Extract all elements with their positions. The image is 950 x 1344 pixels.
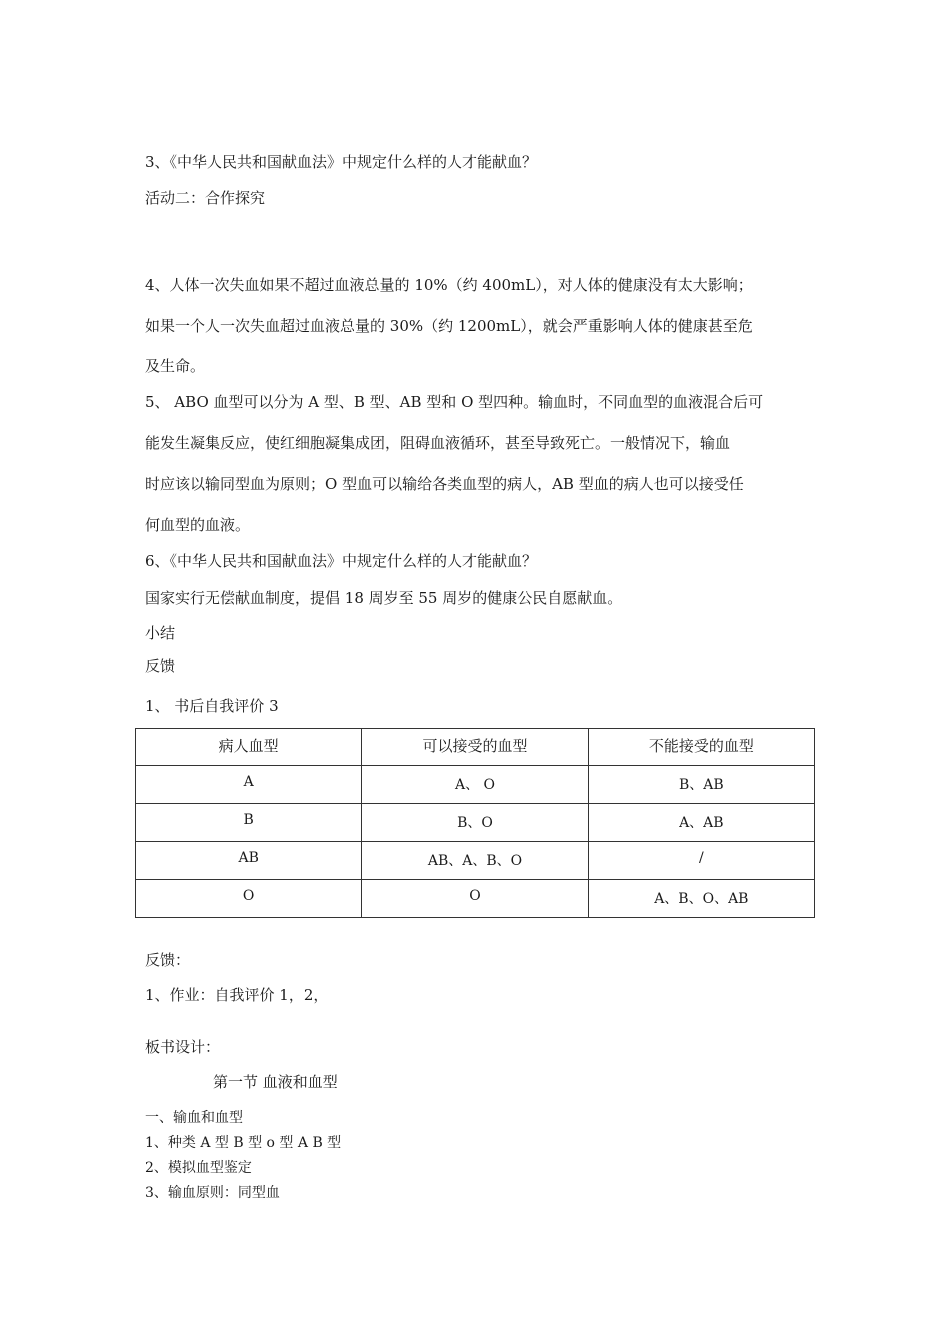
para5-line3: 时应该以输同型血为原则；O 型血可以输给各类血型的病人，AB 型血的病人也可以接受任 (145, 475, 744, 493)
table-header-row (136, 729, 815, 766)
table-cell: A、AB (588, 804, 814, 842)
blood-type-table (135, 728, 815, 918)
board-item-1: 1、种类 A 型 B 型 o 型 A B 型 (145, 1135, 342, 1151)
board-section-title: 第一节 血液和血型 (213, 1073, 338, 1091)
exercise-line: 1、 书后自我评价 3 (145, 697, 279, 715)
table-cell: O (136, 880, 362, 918)
table-row (136, 804, 815, 842)
table-cell: B、AB (588, 766, 814, 804)
table-row (136, 766, 815, 804)
para5-line1: 5、 ABO 血型可以分为 A 型、B 型、AB 型和 O 型四种。输血时，不同血型的血液混合后可 (145, 393, 764, 411)
table-cell: B (136, 804, 362, 842)
para4-line2: 如果一个人一次失血超过血液总量的 30%（约 1200mL），就会严重影响人体的健康甚至危 (145, 317, 753, 335)
board-design-title: 板书设计： (145, 1038, 221, 1056)
activity-2-heading: 活动二：合作探究 (145, 189, 266, 207)
table-header-cell: 病人血型 (136, 729, 362, 766)
table-cell: A、 O (362, 766, 588, 804)
feedback-heading-2: 反馈： (145, 951, 191, 969)
table-header-cell: 不能接受的血型 (588, 729, 814, 766)
para4-line3: 及生命。 (145, 357, 206, 375)
table-cell: / (588, 842, 814, 880)
table-cell: AB (136, 842, 362, 880)
feedback-heading: 反馈 (145, 657, 176, 675)
question-6-answer: 国家实行无偿献血制度，提倡 18 周岁至 55 周岁的健康公民自愿献血。 (145, 589, 623, 607)
question-6: 6、《中华人民共和国献血法》中规定什么样的人才能献血？ (145, 552, 538, 570)
para4-line1: 4、人体一次失血如果不超过血液总量的 10%（约 400mL），对人体的健康没有太大影响； (145, 276, 753, 294)
table-row (136, 842, 815, 880)
table-header-cell: 可以接受的血型 (362, 729, 588, 766)
question-3: 3、《中华人民共和国献血法》中规定什么样的人才能献血？ (145, 153, 538, 171)
board-item-3: 3、输血原则：同型血 (145, 1185, 280, 1201)
summary-heading: 小结 (145, 624, 176, 642)
para5-line2: 能发生凝集反应，使红细胞凝集成团，阻碍血液循环，甚至导致死亡。一般情况下，输血 (145, 434, 731, 452)
homework-line: 1、作业：自我评价 1，2， (145, 986, 329, 1004)
table-cell: A (136, 766, 362, 804)
table-row (136, 880, 815, 918)
table-cell: B、O (362, 804, 588, 842)
board-item-2: 2、模拟血型鉴定 (145, 1160, 252, 1176)
table-cell: AB、A、B、O (362, 842, 588, 880)
table-cell: A、B、O、AB (588, 880, 814, 918)
table-cell: O (362, 880, 588, 918)
para5-line4: 何血型的血液。 (145, 516, 251, 534)
board-item-0: 一、输血和血型 (145, 1110, 243, 1126)
